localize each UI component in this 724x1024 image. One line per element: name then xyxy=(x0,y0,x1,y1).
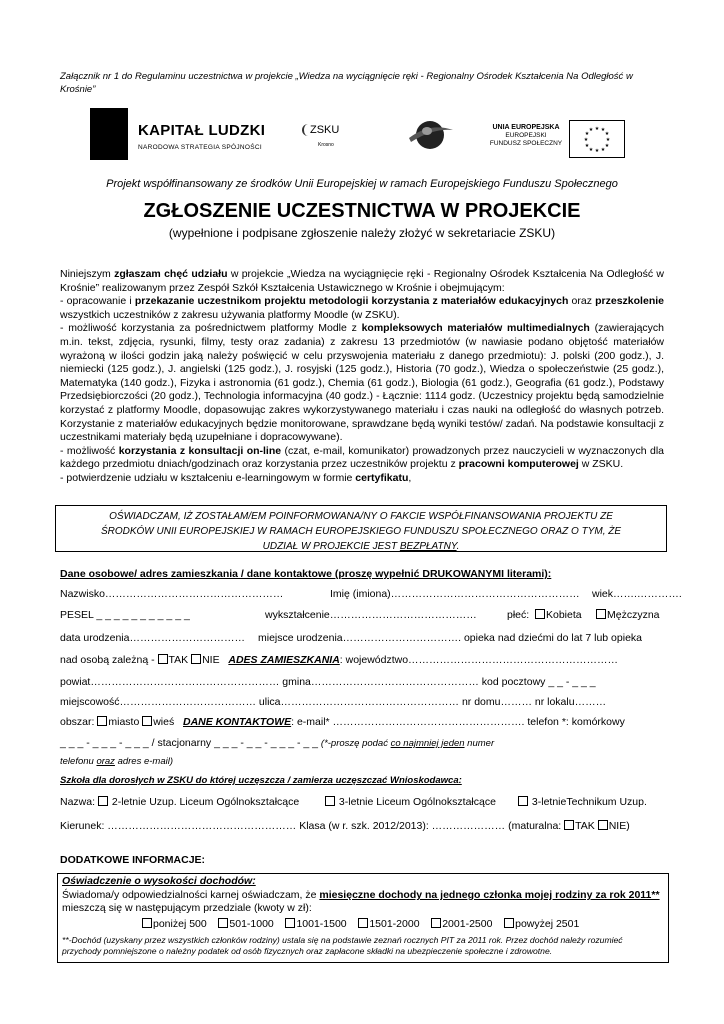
svg-text:★: ★ xyxy=(600,147,606,153)
school-section-title: Szkoła dla dorosłych w ZSKU do której uczęszcza / zamierza uczęszczać Wnioskodawca: xyxy=(60,775,462,786)
row-district[interactable]: powiat……………………………………………… gmina………………………………………… kod pocztowy _ _ - _ _ _ xyxy=(60,676,596,688)
income-footnote: **-Dochód (uzyskany przez wszystkich członków rodziny) ustala się na podstawie zeznań rocznych PIT za 2011 rok. Przez dochód należy rozumieć przychody pomniejszone o należny podatek od osób fizycznych oraz zapłacone składki na ubezpieczenie społeczne i zdrowotne. xyxy=(62,935,623,956)
income-option[interactable]: 501-1000 xyxy=(218,918,273,930)
zsku-logo xyxy=(298,120,356,158)
kapital-title: KAPITAŁ LUDZKI xyxy=(138,122,266,139)
income-option[interactable]: powyżej 2501 xyxy=(504,918,579,930)
declaration-line1: OŚWIADCZAM, IŻ ZOSTAŁAM/EM POINFORMOWANA/NY O FAKCIE WSPÓŁFINANSOWANIA PROJEKTU ZE xyxy=(109,511,613,522)
care-label: nad osobą zależną - xyxy=(60,654,155,666)
education-field[interactable]: wykształcenie…………………………………… xyxy=(265,609,477,621)
paragraph-certificate: - potwierdzenie udziału w kształceniu e-learningowym w formie certyfikatu, xyxy=(60,471,412,484)
svg-text:★: ★ xyxy=(604,131,610,137)
final-year-yes-option[interactable]: TAK xyxy=(564,820,595,832)
row-name xyxy=(60,588,682,600)
annex-note: Załącznik nr 1 do Regulaminu uczestnictwa w projekcie „Wiedza na wyciągnięcie ręki - Regionalny Ośrodek Kształcenia Na Odległość w Krośnie” xyxy=(60,71,633,95)
svg-text:★: ★ xyxy=(588,127,594,133)
page-title: ZGŁOSZENIE UCZESTNICTWA W PROJEKCIE xyxy=(143,200,581,222)
income-options xyxy=(142,918,662,931)
checkbox-school-1[interactable] xyxy=(98,796,108,806)
address-label: ADES ZAMIESZKANIA xyxy=(228,654,340,666)
zsku-text: ZSKU xyxy=(302,124,339,136)
row-birth xyxy=(60,632,668,644)
income-checkbox[interactable] xyxy=(358,918,368,928)
globe-icon xyxy=(405,118,455,152)
paragraph-intro: Niniejszym zgłaszam chęć udziału w projekcie „Wiedza na wyciągnięcie ręki - Regionalny Ośrodek Kształcenia Na Odległość w Krośnie” realizowanym przez Zespół Szkół Kształcenia Ustawicznego w Krośnie i obejmującym: xyxy=(60,268,664,294)
row-phone xyxy=(60,737,668,749)
school-option-3[interactable]: 3-letnieTechnikum Uzup. xyxy=(518,796,647,808)
care-yes-option[interactable]: TAK xyxy=(158,654,189,666)
age-field[interactable]: wiek…….…………. xyxy=(592,588,682,600)
ue-line3: FUNDUSZ SPOŁECZNY xyxy=(489,140,563,147)
email-field[interactable]: : e-mail* ………………………………………………. telefon *: komórkowy xyxy=(291,716,625,728)
voivodeship-field[interactable]: : województwo…………………………………………………… xyxy=(339,654,619,666)
checkbox-female[interactable] xyxy=(535,609,545,619)
paragraph-methodology: - opracowanie i przekazanie uczestnikom projektu metodologii korzystania z materiałów edukacyjnych oraz przeszkolenie wszystkich uczestników z zakresu używania platformy Moodle (w ZSKU). xyxy=(60,295,664,321)
paragraph-consultations: - możliwość korzystania z konsultacji on-line (czat, e-mail, komunikator) prowadzonych przez nauczycieli w wyznaczonych dla każdego przedmiotu dniach/godzinach oraz korzystania przez uczestników projektu z pracowni komputerowej w ZSKU. xyxy=(60,444,664,471)
checkbox-care-yes[interactable] xyxy=(158,654,168,664)
phone-field[interactable]: _ _ _ - _ _ _ - _ _ _ / stacjonarny _ _ _ - _ _ - _ _ _ - _ _ xyxy=(60,737,318,749)
course-field[interactable]: Kierunek: ……………………………………………… Klasa (w r. szk. 2012/2013): ………………… (maturalna: xyxy=(60,820,562,832)
free-of-charge: BEZPŁATNY xyxy=(399,541,457,552)
phone-note-line2: telefonu oraz adres e-mail) xyxy=(60,756,174,767)
svg-text:★: ★ xyxy=(583,137,589,143)
checkbox-city[interactable] xyxy=(97,716,107,726)
svg-text:★: ★ xyxy=(594,148,600,154)
area-city-option[interactable]: miasto xyxy=(97,716,139,728)
row-pesel xyxy=(60,609,668,621)
svg-text:★: ★ xyxy=(594,126,600,132)
income-checkbox[interactable] xyxy=(504,918,514,928)
gender-female-option[interactable]: Kobieta xyxy=(535,609,582,621)
income-option[interactable]: poniżej 500 xyxy=(142,918,207,930)
income-title: Oświadczenie o wysokości dochodów: xyxy=(62,875,256,887)
birth-date-field[interactable]: data urodzenia…………………………… xyxy=(60,632,245,644)
checkbox-school-3[interactable] xyxy=(518,796,528,806)
final-year-no-option[interactable]: NIE) xyxy=(598,820,630,832)
school-label: Nazwa: xyxy=(60,796,96,808)
first-name-field[interactable]: Imię (imiona)……………………………………………… xyxy=(330,588,580,600)
school-option-2[interactable]: 3-letnie Liceum Ogólnokształcące xyxy=(325,796,496,808)
kapital-ludzki-logo xyxy=(90,108,270,163)
row-city[interactable]: miejscowość………………………………… ulica…………………………………………… nr domu……… nr lokalu……… xyxy=(60,696,607,708)
project-description xyxy=(60,268,664,486)
income-option[interactable]: 1501-2000 xyxy=(358,918,419,930)
checkbox-school-2[interactable] xyxy=(325,796,335,806)
declaration-box: OŚWIADCZAM, IŻ ZOSTAŁAM/EM POINFORMOWANA/NY O FAKCIE WSPÓŁFINANSOWANIA PROJEKTU ZE ŚRODKÓW UNII EUROPEJSKIEJ W RAMACH EUROPEJSKIEGO FUNDUSZU SPOŁECZNEGO ORAZ O TYM, ŻE UDZIAŁ W PROJEKCIE JEST BEZPŁATNY. xyxy=(55,505,667,552)
phone-note: (*-proszę podać co najmniej jeden numer xyxy=(320,738,495,749)
row-course xyxy=(60,820,668,832)
contact-label: DANE KONTAKTOWE xyxy=(183,716,292,728)
gender-male-option[interactable]: Mężczyzna xyxy=(596,609,660,621)
row-school xyxy=(60,796,668,808)
kapital-ludzki-icon xyxy=(90,108,128,160)
income-checkbox[interactable] xyxy=(285,918,295,928)
income-checkbox[interactable] xyxy=(431,918,441,928)
eu-flag-icon xyxy=(569,120,625,158)
logos-bar xyxy=(80,108,640,168)
checkbox-care-no[interactable] xyxy=(191,654,201,664)
school-option-1[interactable]: 2-letnie Uzup. Liceum Ogólnokształcące xyxy=(98,796,299,808)
income-checkbox[interactable] xyxy=(142,918,152,928)
row-contact xyxy=(60,716,668,728)
birth-place-field[interactable]: miejsce urodzenia……………………………. opieka nad dziećmi do lat 7 lub opieka xyxy=(258,632,642,644)
ue-line1: UNIA EUROPEJSKA xyxy=(492,124,560,131)
zsku-sub: Krosno xyxy=(318,142,334,148)
svg-text:★: ★ xyxy=(604,143,610,149)
income-option[interactable]: 2001-2500 xyxy=(431,918,492,930)
checkbox-final-no[interactable] xyxy=(598,820,608,830)
income-text: Świadoma/y odpowiedzialności karnej oświadczam, że miesięczne dochody na jednego członka mojej rodziny za rok 2011** mieszczą się w następującym przedziale (kwoty w zł): xyxy=(62,889,660,914)
pesel-field[interactable]: PESEL _ _ _ _ _ _ _ _ _ _ _ xyxy=(60,609,190,621)
care-no-option[interactable]: NIE xyxy=(191,654,220,666)
surname-field[interactable]: Nazwisko…………………………………………… xyxy=(60,588,284,600)
row-care xyxy=(60,654,668,666)
checkbox-final-yes[interactable] xyxy=(564,820,574,830)
svg-text:★: ★ xyxy=(584,131,590,137)
ue-line2: EUROPEJSKI xyxy=(505,132,547,139)
svg-text:★: ★ xyxy=(584,143,590,149)
income-option[interactable]: 1001-1500 xyxy=(285,918,346,930)
ue-logo xyxy=(485,120,625,156)
area-label: obszar: xyxy=(60,716,95,728)
declaration-line2: ŚRODKÓW UNII EUROPEJSKIEJ W RAMACH EUROPEJSKIEGO FUNDUSZU SPOŁECZNEGO ORAZ O TYM, ŻE xyxy=(100,526,622,537)
extra-info-title: DODATKOWE INFORMACJE: xyxy=(60,854,206,866)
cofunding-note: Projekt współfinansowany ze środków Unii Europejskiej w ramach Europejskiego Funduszu Społecznego xyxy=(106,178,618,190)
page-subtitle: (wypełnione i podpisane zgłoszenie należy złożyć w sekretariacie ZSKU) xyxy=(168,226,556,240)
kapital-subtitle: NARODOWA STRATEGIA SPÓJNOŚCI xyxy=(138,144,262,151)
svg-text:★: ★ xyxy=(605,137,611,143)
svg-text:★: ★ xyxy=(588,147,594,153)
gender-label: płeć: xyxy=(507,609,530,621)
paragraph-materials: - możliwość korzystania za pośrednictwem platformy Modle z kompleksowych materiałów multimedialnych (zawierających m.in. tekst, zdjęcia, rysunki, filmy, testy oraz zadania) z zakresu 13 przedmiotów (w nawiasie podano objętość materiałów wyrażoną w ilości godzin jaką należy poświęcić w celu przyswojenia materiału z danego przedmiotu): J. polski (200 godz.), J. niemiecki (125 godz.), J. angielski (125 godz.), J. rosyjski (125 godz.), Historia (70 godz.), Wiedza o społeczeństwie (25 godz.), Matematyka (140 godz.), Fizyka i astronomia (61 godz.), Chemia (61 godz.), Biologia (61 godz.), Geografia (61 godz.), Podstawy Przedsiębiorczości (20 godz.), Technologia informacyjna (40 godz.) - Łącznie: 1114 godz. (Uczestnicy projektu będą samodzielnie korzystać z platformy Moodle, dopasowując zakres wykorzystywanego materiału i czas nauki na odległość do własnych potrzeb. Korzystanie z materiałów edukacyjnych będzie monitorowane, sprawdzane będą wyniki testów/ zadań. Na podstawie konsultacji z uczestnikami materiały będą uzupełniane i dopracowywane). xyxy=(60,322,665,444)
svg-text:★: ★ xyxy=(600,127,606,133)
income-checkbox[interactable] xyxy=(218,918,228,928)
area-village-option[interactable]: wieś xyxy=(142,716,174,728)
income-declaration-box xyxy=(57,873,669,963)
checkbox-male[interactable] xyxy=(596,609,606,619)
checkbox-village[interactable] xyxy=(142,716,152,726)
section-personal-data: Dane osobowe/ adres zamieszkania / dane kontaktowe (proszę wypełnić DRUKOWANYMI literami): xyxy=(60,568,552,580)
